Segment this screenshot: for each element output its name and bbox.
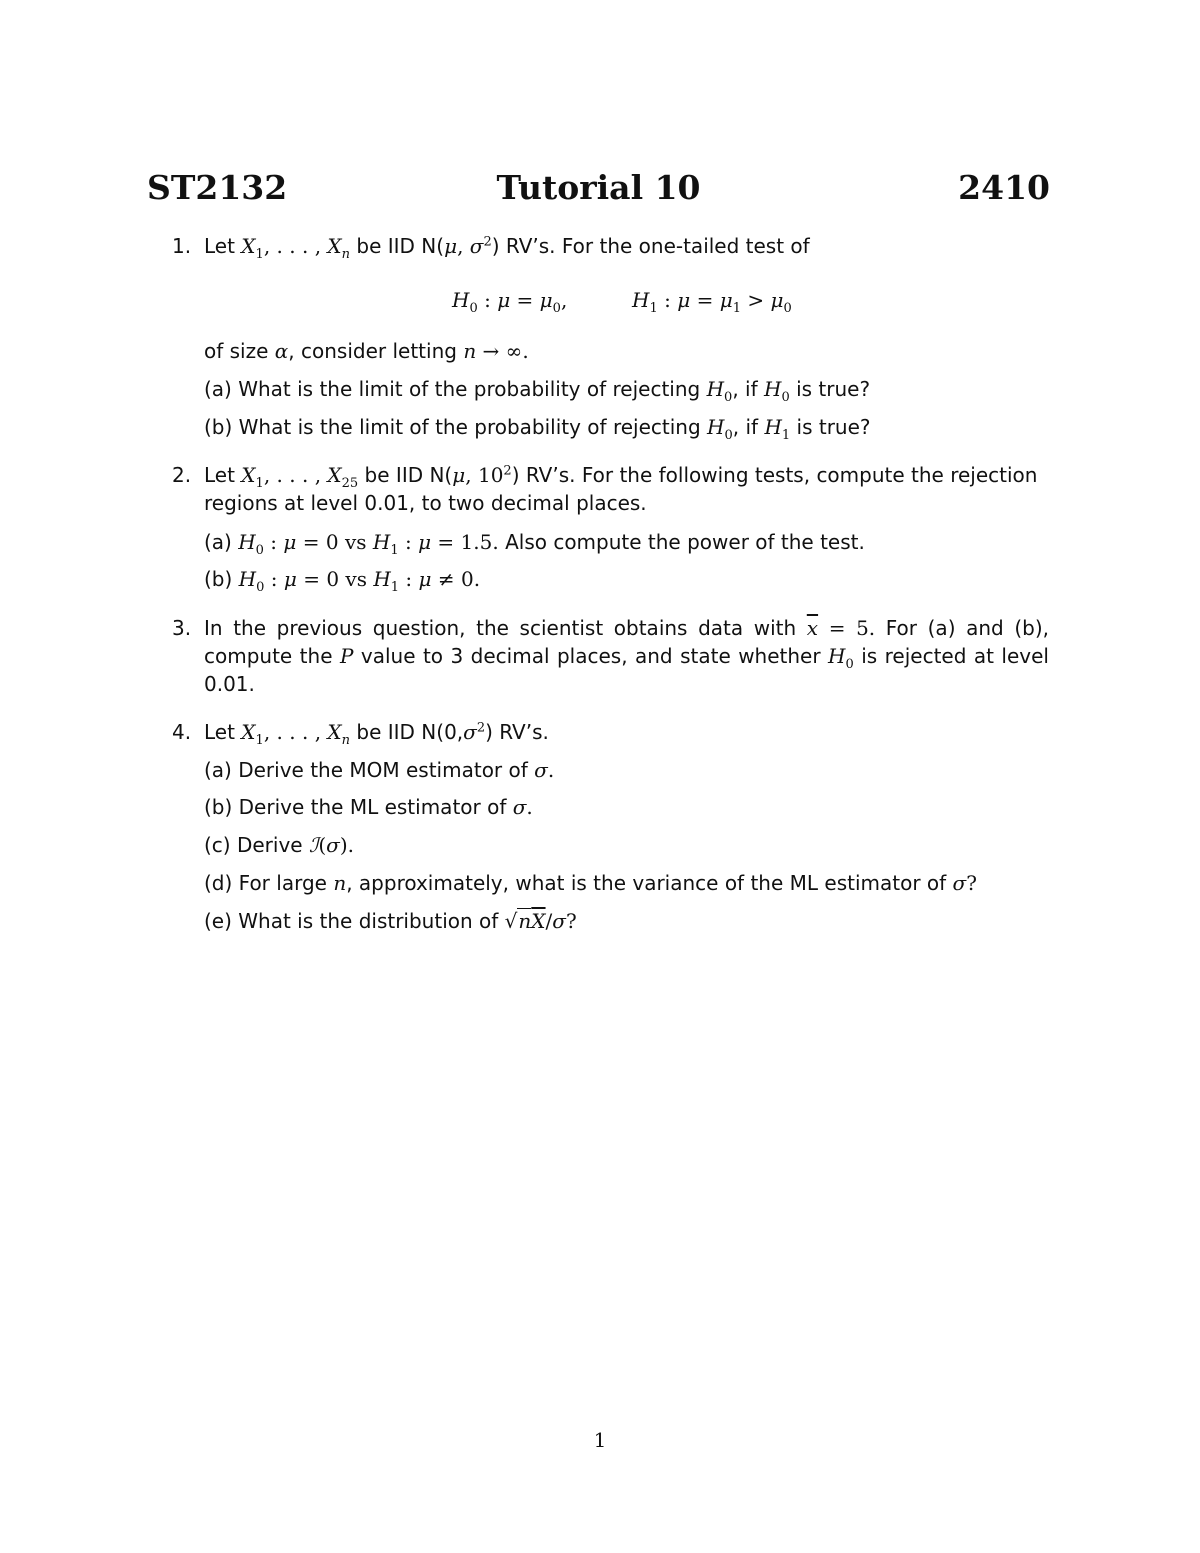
question-1-intro: Let $X_1$, . . . , $X_n$ be IID N(μ, $\sigma^2$) RV’s. For the one-tailed test of — [204, 234, 810, 262]
question-2a: (a) $H_0$ : μ = 0 vs $H_1$ : μ = 1.5. Also compute the power of the test. — [204, 530, 865, 558]
question-1-number: 1. — [172, 234, 192, 258]
question-3-number: 3. — [172, 616, 192, 640]
question-1b: (b) What is the limit of the probability of rejecting $H_0$, if $H_1$ is true? — [204, 415, 871, 443]
question-2-line-1: Let $X_1$, . . . , $X_{25}$ be IID N(μ, $10^2$) RV’s. For the following tests, compute the rejection — [204, 463, 1038, 491]
question-2b: (b) $H_0$ : μ = 0 vs $H_1$ : μ ≠ 0. — [204, 567, 481, 595]
question-4b: (b) Derive the ML estimator of σ. — [204, 795, 533, 819]
question-3-line-1: In the previous question, the scientist obtains data with $\overline{x} = 5$. For (a) and (b), — [204, 616, 1050, 640]
tutorial-number: 2410 — [958, 168, 1050, 207]
question-3-line-3: 0.01. — [204, 672, 255, 696]
page-number: 1 — [593, 1428, 607, 1452]
question-4e: (e) What is the distribution of $√n\overline{X}/\sigma$? — [204, 909, 577, 933]
question-1a: (a) What is the limit of the probability of rejecting $H_0$, if $H_0$ is true? — [204, 377, 871, 405]
question-1-size-line: of size α, consider letting n → ∞. — [204, 339, 529, 363]
question-4-intro: Let $X_1$, . . . , $X_n$ be IID $N(0,\sigma^2)$ RV’s. — [204, 720, 549, 748]
question-2-number: 2. — [172, 463, 192, 487]
question-4d: (d) For large n, approximately, what is the variance of the ML estimator of σ? — [204, 871, 977, 895]
question-4-number: 4. — [172, 720, 192, 744]
question-4c: (c) Derive ℐ(σ). — [204, 833, 354, 857]
page-header — [147, 168, 1050, 212]
question-1-hypotheses: $H_0$ : $\mu = \mu_0$, $H_1$ : $\mu = \mu_1 > \mu_0$ — [452, 288, 792, 316]
course-code: ST2132 — [147, 168, 288, 207]
question-4a: (a) Derive the MOM estimator of σ. — [204, 758, 555, 782]
question-2-line-2: regions at level 0.01, to two decimal places. — [204, 491, 647, 515]
page-title: Tutorial 10 — [496, 168, 701, 207]
question-3-line-2: compute the P value to 3 decimal places, and state whether $H_0$ is rejected at level — [204, 644, 1049, 672]
